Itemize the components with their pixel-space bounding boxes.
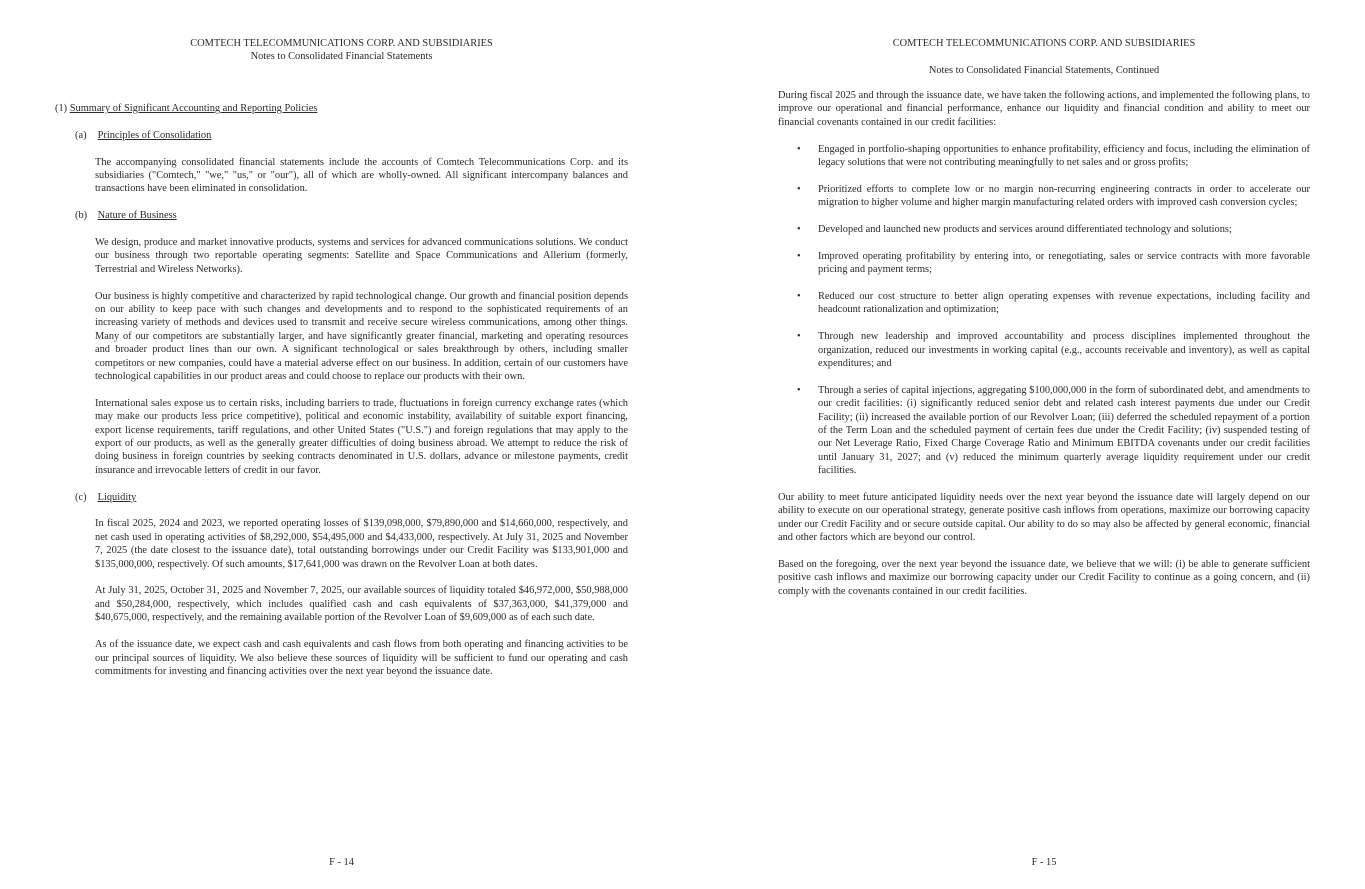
subsection-b-paragraph: We design, produce and market innovative products, systems and services for advanced communications solutions. We conduct our business through two reportable operating segments: Satellite and Space Communications and Allerium (formerly, Terrestrial and Wireless Networks). (95, 237, 628, 275)
bullet-item (778, 384, 1310, 478)
left-page-subtitle: Notes to Consolidated Financial Statements (250, 51, 433, 62)
left-page-body (55, 102, 628, 692)
subsection-b-paragraph: Our business is highly competitive and characterized by rapid technological change. Our growth and financial position depends on our ability to keep pace with such changes and developments and to respond to the sophisticated requirements of an increasing variety of methods and devices used to transmit and receive secure wireless communications, among other things. Many of our competitors are substantially larger, and have significantly greater financial, marketing and operating resources and broader product lines than our own. A significant technological or sales breakthrough by others, including smaller competitors or new companies, could have a material adverse effect on our business. In addition, certain of our customers have technological capabilities in our product areas and could choose to replace our products with their own. (95, 290, 628, 383)
bullet-item (778, 250, 1310, 277)
bullet-text: Improved operating profitability by entering into, or renegotiating, sales or service contracts with more favorable pricing and payment terms; (818, 250, 1310, 276)
subsection-c-title-text: Liquidity (97, 491, 137, 503)
right-page (778, 0, 1310, 889)
subsection-b-title (75, 209, 628, 222)
section-title-text: Summary of Significant Accounting and Reporting Policies (69, 103, 318, 114)
subsection-b-label: (b) (75, 210, 88, 222)
bullet-icon: • (797, 250, 801, 262)
closing-paragraph: Our ability to meet future anticipated liquidity needs over the next year beyond the issuance date will largely depend on our ability to execute on our operational strategy, generate positive cash inflows from operations, maximize our borrowing capacity under our Credit Facility and or secure outside capital. Our ability to do so may also be affected by general economic, financial and other factors which are beyond our control. (778, 492, 1310, 544)
right-page-body (778, 89, 1310, 612)
subsection-c-paragraph: In fiscal 2025, 2024 and 2023, we reported operating losses of $139,098,000, $79,890,000 and $14,660,000, respectively, and net cash used in operating activities of $8,292,000, $54,495,000 and $4,433,000, respectively. At July 31, 2025 and November 7, 2025 (the date closest to the issuance date), total outstanding borrowings under our Credit Facility was $133,901,000 and $135,000,000, respectively. Of such amounts, $17,641,000 was drawn on the Revolver Loan at both dates. (95, 518, 628, 570)
bullet-text: Through new leadership and improved accountability and process disciplines implemented throughout the organization, reduced our investments in working capital (e.g., accounts receivable and inventory), as well as capital expenditures; and (818, 331, 1310, 370)
intro-paragraph: During fiscal 2025 and through the issuance date, we have taken the following actions, and implemented the following plans, to improve our operational and financial performance, enhance our liquidity and financial condition and ability to meet our financial covenants contained in our credit facilities: (778, 90, 1310, 128)
subsection-a-paragraph: The accompanying consolidated financial statements include the accounts of Comtech Telecommunications Corp. and its subsidiaries ("Comtech," "we," "us," or "our"), all of which are wholly-owned. All significant intercompany balances and transactions have been eliminated in consolidation. (95, 156, 628, 195)
subsection-a-label: (a) (75, 129, 87, 141)
bullet-text: Developed and launched new products and services around differentiated technology and solutions; (818, 224, 1232, 236)
section-title (55, 102, 628, 115)
bullet-icon: • (797, 384, 801, 396)
bullet-item (778, 143, 1310, 170)
subsection-a-title (75, 129, 628, 142)
subsection-c-paragraph: At July 31, 2025, October 31, 2025 and November 7, 2025, our available sources of liquidity totaled $46,972,000, $50,988,000 and $50,284,000, respectively, which includes qualified cash and cash equivalents of $37,363,000, $41,379,000 and $40,675,000, respectively, and the remaining available portion of the Revolver Loan of $9,609,000 as of each such date. (95, 585, 628, 624)
left-page (55, 0, 628, 889)
subsection-a-title-text: Principles of Consolidation (97, 129, 212, 141)
subsection-c-label: (c) (75, 491, 87, 503)
subsection-c-paragraph: As of the issuance date, we expect cash and cash equivalents and cash flows from both operating and financing activities to be our principal sources of liquidity. We also believe these sources of liquidity will be sufficient to fund our operating and cash commitments for investing and financing activities over the next year beyond the issuance date. (95, 639, 628, 677)
right-page-number: F - 15 (1031, 857, 1057, 868)
bullet-text: Engaged in portfolio-shaping opportunities to enhance profitability, efficiency and focus, including the elimination of legacy solutions that were not contributing meaningfully to net sales and or gross profits; (818, 143, 1310, 169)
left-company-header: COMTECH TELECOMMUNICATIONS CORP. AND SUBSIDIARIES (190, 38, 493, 49)
subsection-b-title-text: Nature of Business (97, 210, 177, 222)
closing-paragraph: Based on the foregoing, over the next year beyond the issuance date, we believe that we will: (i) be able to generate sufficient positive cash inflows and maximize our borrowing capacity under our Credit Facility to continue as a going concern, and (ii) comply with the covenants contained in our credit facilities. (778, 559, 1310, 597)
subsection-c-title (75, 491, 628, 504)
bullet-text: Through a series of capital injections, aggregating $100,000,000 in the form of subordinated debt, and amendments to our credit facilities: (i) significantly reduced senior debt and related cash interest payments due under our Credit Facility; (ii) increased the available portion of our Revolver Loan; (iii) deferred the scheduled repayment of a portion of the Term Loan and the scheduled payment of certain fees due under the Credit Facility; (iv) suspended testing of our Net Leverage Ratio, Fixed Charge Coverage Ratio and Minimum EBITDA covenants under our credit facilities until January 31, 2027; and (v) reduced the minimum quarterly average liquidity requirement under our credit facilities. (818, 384, 1310, 477)
bullet-icon: • (797, 224, 801, 236)
bullet-item (778, 183, 1310, 210)
right-company-header: COMTECH TELECOMMUNICATIONS CORP. AND SUBSIDIARIES (892, 38, 1196, 49)
bullet-icon: • (797, 291, 801, 303)
bullet-text: Reduced our cost structure to better align operating expenses with revenue expectations, including facility and headcount rationalization and optimization; (818, 291, 1310, 316)
bullet-item (778, 330, 1310, 370)
bullet-icon: • (797, 183, 801, 195)
subsection-b-paragraph: International sales expose us to certain risks, including barriers to trade, fluctuations in foreign currency exchange rates (which may make our products less price competitive), political and economic instability, availability of suitable export financing, export license requirements, tariff regulations, and other United States ("U.S.") and foreign regulations that may apply to the export of our products, as well as the generally greater difficulties of doing business abroad. We attempt to reduce the risk of doing business in foreign countries by seeking contracts denominated in U.S. dollars, advance or milestone payments, credit insurance and irrevocable letters of credit in our favor. (95, 397, 628, 476)
right-page-subtitle: Notes to Consolidated Financial Statements, Continued (928, 65, 1160, 76)
bullet-item (778, 223, 1310, 236)
action-bullet-list (778, 143, 1310, 478)
left-page-number: F - 14 (329, 857, 354, 868)
bullet-icon: • (797, 143, 801, 155)
bullet-text: Prioritized efforts to complete low or no margin non-recurring engineering contracts in order to accelerate our migration to higher volume and higher margin manufacturing related orders with improved cash conversion cycles; (818, 183, 1310, 209)
bullet-icon: • (797, 331, 801, 343)
bullet-item (778, 290, 1310, 317)
section-number: (1) (55, 103, 68, 114)
